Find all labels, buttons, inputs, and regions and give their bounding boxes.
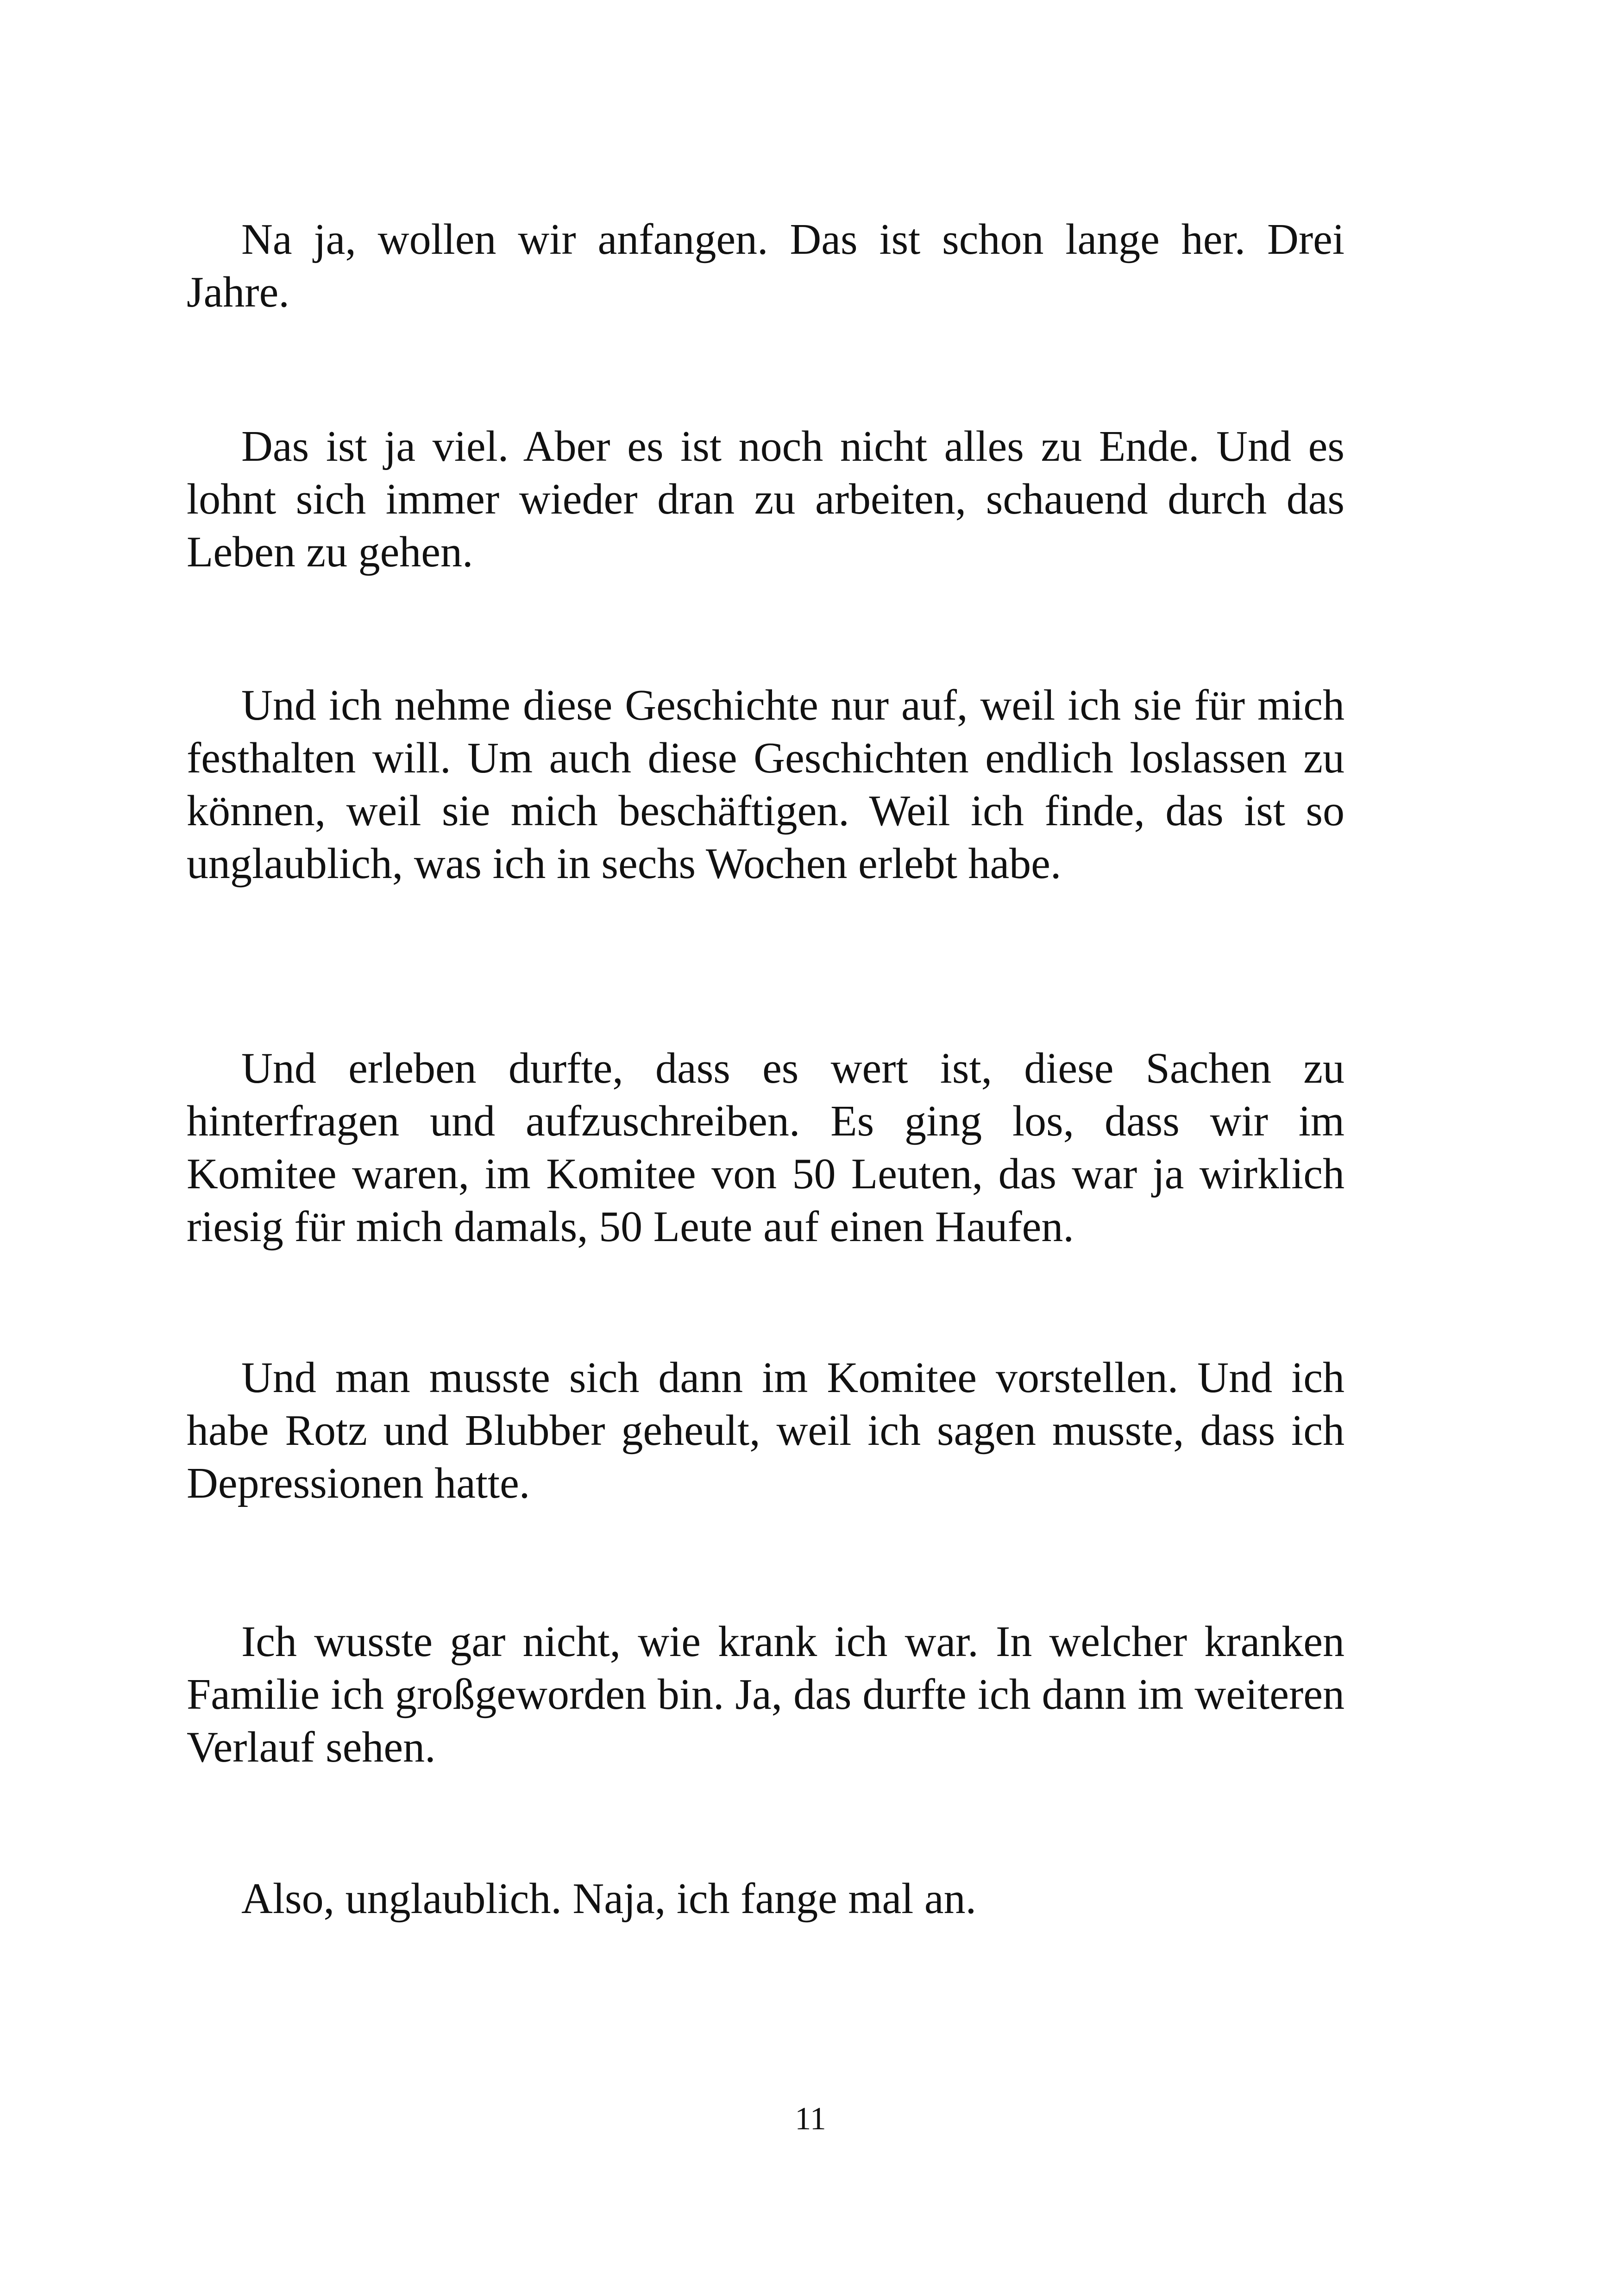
paragraph: Und man musste sich dann im Komitee vorstellen. Und ich habe Rotz und Blubber geheult, weil ich sagen musste, dass ich Depressionen hatte.	[187, 1354, 1345, 1507]
paragraph: Na ja, wollen wir anfangen. Das ist schon lange her. Drei Jahre.	[187, 215, 1345, 316]
paragraph: Ich wusste gar nicht, wie krank ich war. In welcher kranken Familie ich großgeworden bin. Ja, das durfte ich dann im weiteren Verlauf sehen.	[187, 1618, 1345, 1771]
paragraph: Und erleben durfte, dass es wert ist, diese Sachen zu hinterfragen und aufzuschreiben. Es ging los, dass wir im Komitee waren, im Komitee von 50 Leuten, das war ja wirklich riesig für mich damals, 50 Leute auf einen Haufen.	[187, 1044, 1345, 1251]
paragraph: Und ich nehme diese Geschichte nur auf, weil ich sie für mich festhalten will. Um auch diese Geschichten endlich loslassen zu können, weil sie mich beschäftigen. Weil ich finde, das ist so unglaublich, was ich in sechs Wochen erlebt habe.	[187, 681, 1345, 888]
page-number: 11	[795, 2101, 826, 2137]
paragraph: Also, unglaublich. Naja, ich fange mal an.	[241, 1875, 977, 1923]
paragraph: Das ist ja viel. Aber es ist noch nicht alles zu Ende. Und es lohnt sich immer wieder dran zu arbeiten, schauend durch das Leben zu gehen.	[187, 422, 1345, 576]
